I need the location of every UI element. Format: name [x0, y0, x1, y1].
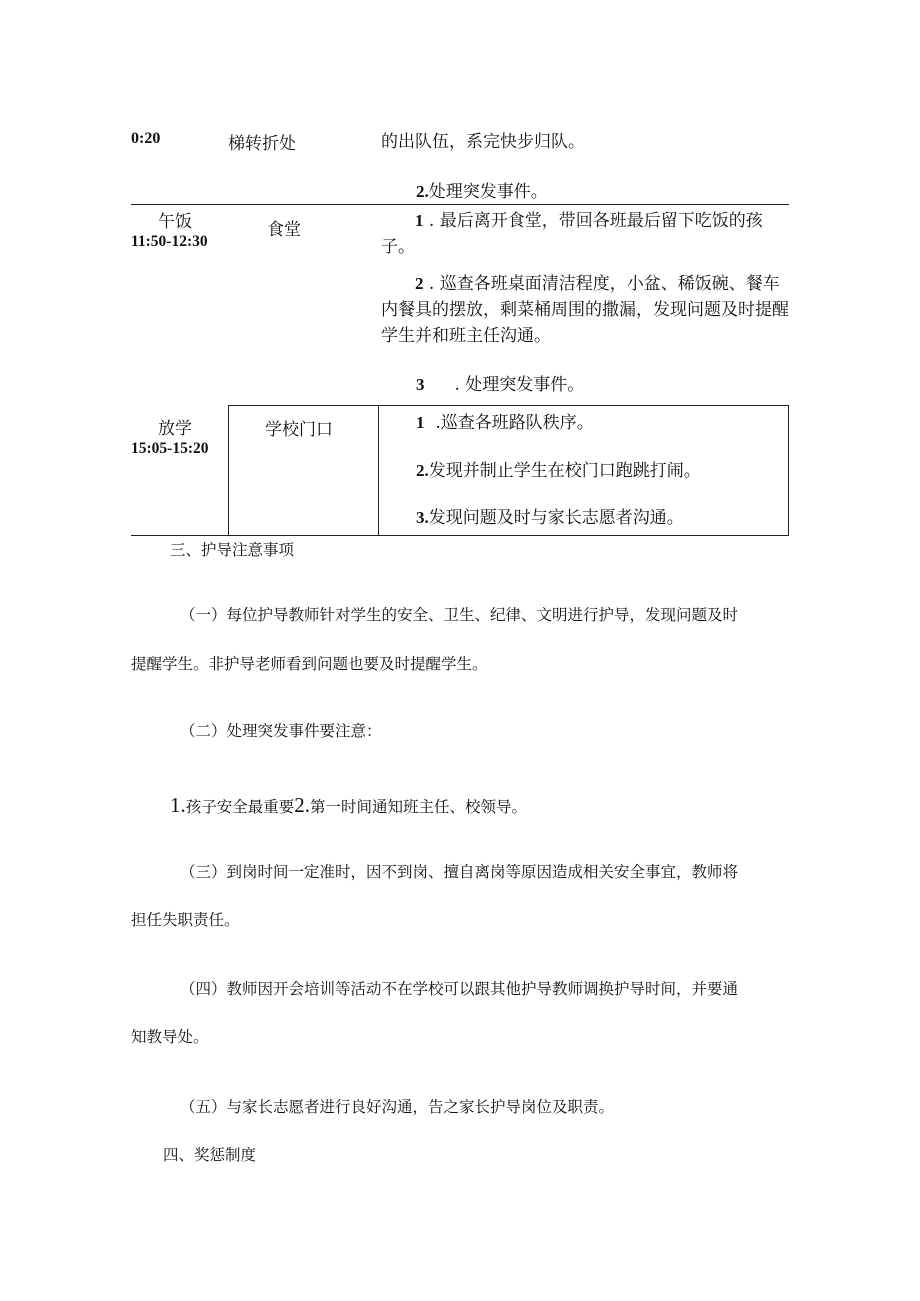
lunch-period: 午饭 [158, 212, 192, 232]
row0-time: 0:20 [131, 130, 161, 147]
p3-num-2: 2. [294, 793, 311, 817]
lunch-duty-1-num: 1 [415, 211, 424, 230]
dismissal-duty-3-text: 发现问题及时与家长志愿者沟通。 [428, 508, 684, 528]
section3-p4-line1: （三）到岗时间一定准时，因不到岗、擅自离岗等原因造成相关安全事宜，教师将 [180, 863, 739, 881]
section3-p5-line1: （四）教师因开会培训等活动不在学校可以跟其他护导教师调换护导时间，并要通 [180, 980, 739, 998]
row0-duty-2 [416, 177, 548, 202]
p3-text-2: 第一时间通知班主任、校领导。 [310, 798, 528, 816]
row0-place: 梯转折处 [228, 134, 296, 154]
dismissal-duty-3-num: 3. [416, 508, 429, 527]
dismissal-period: 放学 [158, 419, 192, 439]
dismissal-place: 学校门口 [265, 420, 333, 440]
dismissal-duty-1-text: .巡查各班路队秩序。 [435, 413, 594, 433]
section3-p2: （二）处理突发事件要注意： [180, 722, 382, 740]
section4-heading: 四、奖惩制度 [163, 1146, 257, 1164]
lunch-duty-2-text: . 巡查各班桌面清洁程度，小盆、稀饭碗、餐车内餐具的摆放，剩菜桶周围的撒漏，发现问题及时提醒学生并和班主任沟通。 [381, 274, 789, 346]
column-divider [228, 405, 229, 536]
lunch-duty-3-text: . 处理突发事件。 [454, 375, 585, 395]
section3-p1-line2: 提醒学生。非护导老师看到问题也要及时提醒学生。 [131, 655, 488, 673]
section3-p4-line2: 担任失职责任。 [131, 911, 240, 929]
row0-duty-line1: 的出队伍，系完快步归队。 [381, 132, 585, 152]
dismissal-duty-2-num: 2. [416, 461, 429, 480]
dismissal-duty-1-num: 1 [416, 413, 425, 432]
lunch-duty-2 [381, 271, 791, 349]
section3-p1-line1: （一）每位护导教师针对学生的安全、卫生、纪律、文明进行护导，发现问题及时 [180, 606, 739, 624]
column-divider [378, 405, 379, 536]
dismissal-duty-2-text: 发现并制止学生在校门口跑跳打闹。 [428, 461, 701, 481]
p3-num-1: 1. [170, 793, 186, 817]
p3-text-1: 孩子安全最重要 [185, 798, 295, 816]
dismissal-time: 15:05-15:20 [131, 440, 209, 457]
lunch-duty-2-num: 2 [415, 274, 424, 293]
dismissal-duty-3 [416, 503, 684, 528]
lunch-duty-3-num: 3 [416, 375, 425, 394]
section3-heading: 三、护导注意事项 [170, 541, 295, 559]
table-bottom-border [131, 535, 789, 536]
dismissal-duty-1 [416, 408, 594, 433]
section3-p5-line2: 知教导处。 [131, 1028, 209, 1046]
lunch-duty-1-text: . 最后离开食堂，带回各班最后留下吃饭的孩子。 [381, 211, 763, 257]
row-divider [131, 204, 789, 205]
column-divider [788, 405, 789, 536]
lunch-time: 11:50-12:30 [131, 233, 208, 250]
row0-duty-2-text: 处理突发事件。 [428, 182, 548, 202]
lunch-duty-1 [381, 208, 791, 260]
lunch-place: 食堂 [267, 220, 301, 240]
lunch-duty-3 [416, 370, 584, 395]
dismissal-duty-2 [416, 456, 701, 481]
section3-p6: （五）与家长志愿者进行良好沟通，告之家长护导岗位及职责。 [180, 1098, 615, 1116]
row0-duty-2-num: 2. [416, 182, 429, 201]
row-divider [228, 405, 789, 406]
section3-p3 [170, 793, 527, 818]
